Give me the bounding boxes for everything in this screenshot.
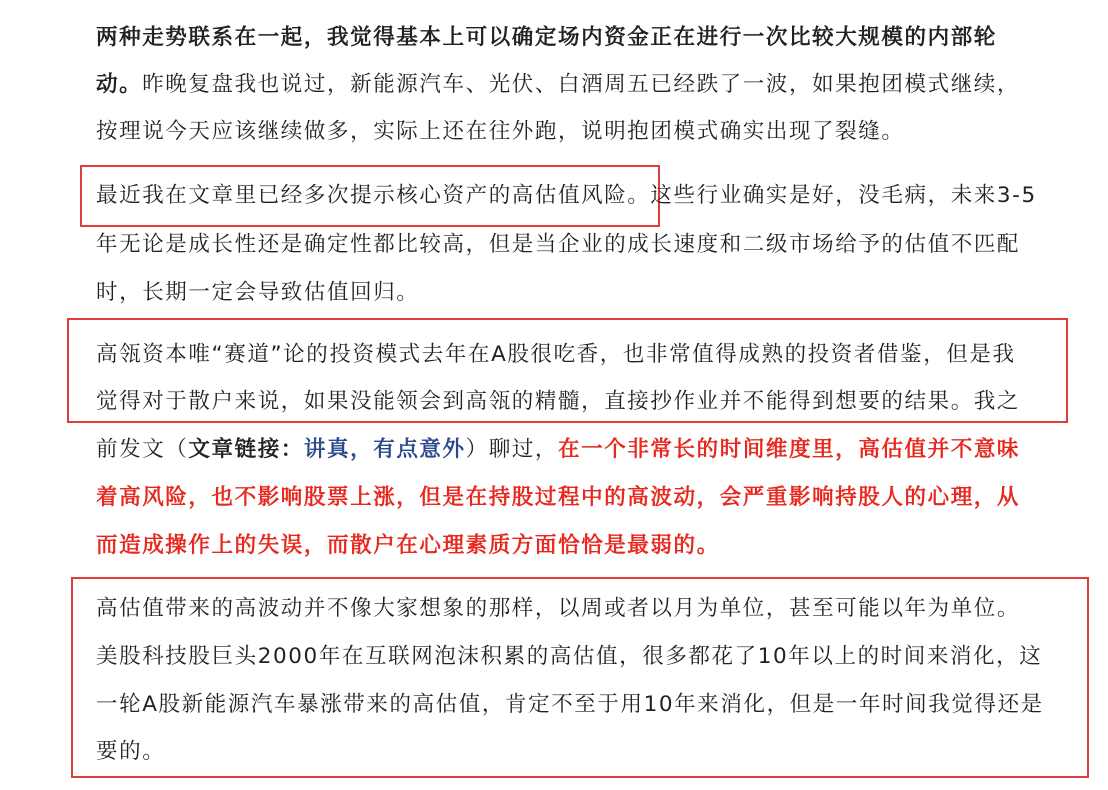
text: 昨晚复盘我也说过，新能源汽车、光伏、白酒周五已经跌了一波，如果抱团模式继续， [142,72,1021,97]
text-line: 而造成操作上的失误，而散户在心理素质方面恰恰是最弱的。 [96,533,720,558]
text-line: 高瓴资本唯“赛道”论的投资模式去年在A股很吃香，也非常值得成熟的投资者借鉴，但是我 [96,342,1016,367]
text: 前发文（ [96,437,189,462]
text-line: 按理说今天应该继续做多，实际上还在往外跑，说明抱团模式确实出现了裂缝。 [96,119,905,144]
text-line: 觉得对于散户来说，如果没能领会到高瓴的精髓，直接抄作业并不能得到想要的结果。我之 [96,389,1021,414]
article-link[interactable]: 讲真，有点意外 [303,437,466,462]
text-line: 要的。 [96,739,166,764]
text-line: 最近我在文章里已经多次提示核心资产的高估值风险。这些行业确实是好，没毛病，未来3-5 [96,183,1037,208]
text-line: 年无论是成长性还是确定性都比较高，但是当企业的成长速度和二级市场给予的估值不匹配 [96,232,1021,257]
text-line [96,70,1020,100]
bold-text: 动。 [96,72,143,97]
text-line [96,435,1020,465]
text-line: 时，长期一定会导致估值回归。 [96,280,420,305]
text-line: 两种走势联系在一起，我觉得基本上可以确定场内资金正在进行一次比较大规模的内部轮 [96,25,997,50]
text-line: 着高风险，也不影响股票上涨，但是在持股过程中的高波动，会严重影响持股人的心理，从 [96,485,1021,510]
text-line: 一轮A股新能源汽车暴涨带来的高估值，肯定不至于用10年来消化，但是一年时间我觉得还是 [96,692,1044,717]
text: ）聊过， [465,437,559,462]
red-text: 在一个非常长的时间维度里，高估值并不意味 [558,437,1021,462]
text-line: 高估值带来的高波动并不像大家想象的那样，以周或者以月为单位，甚至可能以年为单位。 [96,596,1021,621]
link-label: 文章链接： [188,437,304,462]
text-line: 美股科技股巨头2000年在互联网泡沫积累的高估值，很多都花了10年以上的时间来消化，这 [96,644,1043,669]
